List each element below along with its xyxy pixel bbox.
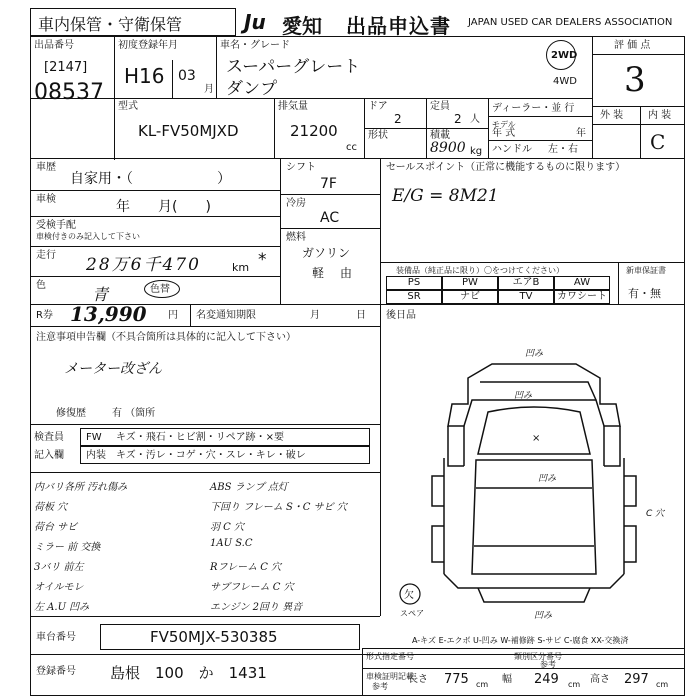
registration-label: 初度登録年月 [118,40,178,51]
transfer-label: 名変通知期限 [196,310,256,321]
displacement-label: 排気量 [278,101,308,112]
shift-label: シフト [286,162,316,173]
capacity-value: 2 [454,112,462,126]
notes-label: 注意事項申告欄（不具合箇所は具体的に記入して下さい） [36,332,296,343]
remark-item: 荷板 穴 [34,502,68,513]
diagram-top-note: 凹み [524,349,544,359]
ref-label: 参考 [540,660,556,669]
ac-value: AC [320,210,340,226]
spare-label: スペア [400,609,424,618]
diagram-bottom-note: 凹み [534,611,553,621]
remark-item: 1AU S.C [210,538,253,549]
model-label: 車名・グレード [220,40,290,51]
plate-label: 登録番号 [36,666,76,677]
history-value: 自家用・（ ） [70,171,231,187]
accept-note: 車検付きのみ記入して下さい [36,232,140,241]
equipment-label: 装備品（純正品に限り）〇をつけてください） [396,266,564,275]
recycle-label: R券 [36,310,53,321]
remark-item: Rフレーム C 穴 [210,562,282,573]
sales-points-label: セールスポイント（正常に機能するものに限ります） [386,162,626,173]
dealer-label: ディーラー・並 行 [492,103,575,114]
int-items: キズ・汚レ・コゲ・穴・スレ・キレ・破レ [116,450,306,461]
transfer-month: 月 [310,310,320,321]
remark-item: 羽 C 穴 [210,522,245,533]
equipment-item: PS [386,276,442,290]
type-label: 型式 [118,101,138,112]
color-value: 青 [92,285,109,304]
diagram-right-note: C 穴 [646,509,665,519]
remark-item: ABS ランプ 点灯 [210,482,288,493]
lot-label: 出品番号 [34,40,74,51]
fw-label: FW [86,432,102,443]
equipment-item: エアB [498,276,554,290]
remark-item: 3バリ 前左 [34,562,84,573]
remark-item: 内バリ各所 汚れ傷み [34,482,128,493]
exterior-label: 外 装 [600,110,624,121]
load-label: 積載 [430,130,450,141]
length-label: 長さ [408,674,428,685]
capacity-unit: 人 [470,114,480,125]
remark-item: 左 A.U 凹み [34,602,90,613]
diagram-roof-note: 凹み [514,391,533,401]
handle-options: 左・右 [548,144,578,155]
remark-item: 下回り フレーム S・C サビ 穴 [210,502,347,513]
association-name: JAPAN USED CAR DEALERS ASSOCIATION [468,17,673,28]
diagram-center-mark: × [532,433,541,444]
damage-legend: A-キズ E-エクボ U-凹み W-補修跡 S-サビ C-腐食 XX-交換済 [412,636,629,645]
height-value: 297 [624,672,649,687]
equipment-item: カワシート [554,290,610,304]
sheet-title: 出品申込書 [346,14,451,38]
mileage-mark: * [258,250,267,270]
mileage-value: 28万6千470 [86,255,201,275]
drive-4wd: 4WD [553,76,577,87]
width-value: 249 [534,672,559,687]
transfer-day: 日 [356,310,366,321]
score-value: 3 [624,60,646,100]
fuel-value: ガソリン [302,246,351,260]
ju-logo: Ju [244,10,266,34]
length-value: 775 [444,672,469,687]
repair-value: 有 （箇所 [112,408,156,419]
accept-label: 受検手配 [36,220,76,231]
vehicle-diagram [384,326,684,626]
class-label: 形式指定番号 [366,652,414,661]
history-label: 車歴 [36,162,56,173]
handle-label: ハンドル [492,144,532,155]
registration-month-unit: 月 [204,84,214,95]
inspection-value: 年 月( ) [116,199,211,215]
mileage-unit: km [232,261,250,274]
width-label: 幅 [502,674,512,685]
displacement-unit: cc [346,142,357,153]
spare-mark: 欠 [404,590,414,601]
chassis-label: 車台番号 [36,632,76,643]
interior-value: C [650,130,666,154]
warranty-label: 新車保証書 [626,266,666,275]
fuel-label: 燃料 [286,232,306,243]
lot-number: 08537 [34,80,104,105]
fuel-light: 軽 [312,266,325,280]
lot-subnumber: [2147] [44,60,88,75]
remark-item: サブフレーム C 穴 [210,582,294,593]
recycle-unit: 円 [168,310,178,321]
length-unit: cm [476,680,489,689]
int-label: 内装 [86,450,106,461]
remark-item: ミラー 前 交換 [34,542,101,553]
type-value: KL-FV50MJXD [138,122,239,140]
remark-item: 荷台 サビ [34,522,78,533]
notes-text: メーター改ざん [64,361,162,377]
cert-label: 車検証明記載 [366,672,414,681]
width-unit: cm [568,680,581,689]
year-unit: 年 [576,128,586,139]
chassis-value: FV50MJX-530385 [150,628,278,646]
plate-value: 島根 100 か 1431 [110,664,267,682]
doors-label: ドア [368,101,388,112]
ac-label: 冷房 [286,198,306,209]
capacity-label: 定員 [430,101,450,112]
equipment-item: PW [442,276,498,290]
shape-label: 形状 [368,130,388,141]
equipment-item: AW [554,276,610,290]
org-name: 愛知 [282,14,322,38]
inspector-label1: 検査員 [34,432,64,443]
model-year-label: モデル [492,120,516,129]
model-name: スーパーグレート [226,57,361,77]
model-body: ダンプ [226,79,278,99]
storage-tag-text: 車内保管・守衛保管 [38,15,183,34]
sales-points-text: E/G = 8M21 [392,186,499,206]
load-value: 8900 [430,140,466,156]
score-label: 評 価 点 [614,40,651,51]
color-label: 色 [36,280,46,291]
remark-item: エンジン 2回り 異音 [210,602,303,613]
registration-month: 03 [178,68,196,84]
ref-label-2: 参考 [372,682,388,691]
drive-2wd: 2WD [551,50,578,61]
rear-seat-label: 後日品 [386,310,416,321]
equipment-item: SR [386,290,442,304]
warranty-value: 有・無 [628,287,661,300]
mileage-label: 走行 [36,250,56,261]
registration-year: H16 [124,64,165,88]
repair-label: 修復歴 [56,408,86,419]
interior-label: 内 装 [648,110,672,121]
color-change: 色替 [150,284,170,295]
inspection-label: 車検 [36,194,56,205]
shift-value: 7F [320,176,337,192]
equipment-grid [386,276,612,304]
diagram-side-note: 凹み [538,474,557,484]
remarks-list [34,478,378,618]
class-label2: 類別区分番号 [514,652,562,661]
fuel-other: 由 [340,266,353,280]
inspector-label2: 記入欄 [34,450,64,461]
height-unit: cm [656,680,669,689]
doors-value: 2 [394,112,402,126]
equipment-item: TV [498,290,554,304]
equipment-item: ナビ [442,290,498,304]
remark-item: オイルモレ [34,582,84,593]
fw-items: キズ・飛石・ヒビ割・リペア跡・×要 [116,432,284,443]
displacement-value: 21200 [290,122,338,140]
recycle-value: 13,990 [70,302,147,326]
model-year-label2: 年 式 [492,128,516,139]
load-unit: kg [470,146,483,157]
height-label: 高さ [590,674,610,685]
